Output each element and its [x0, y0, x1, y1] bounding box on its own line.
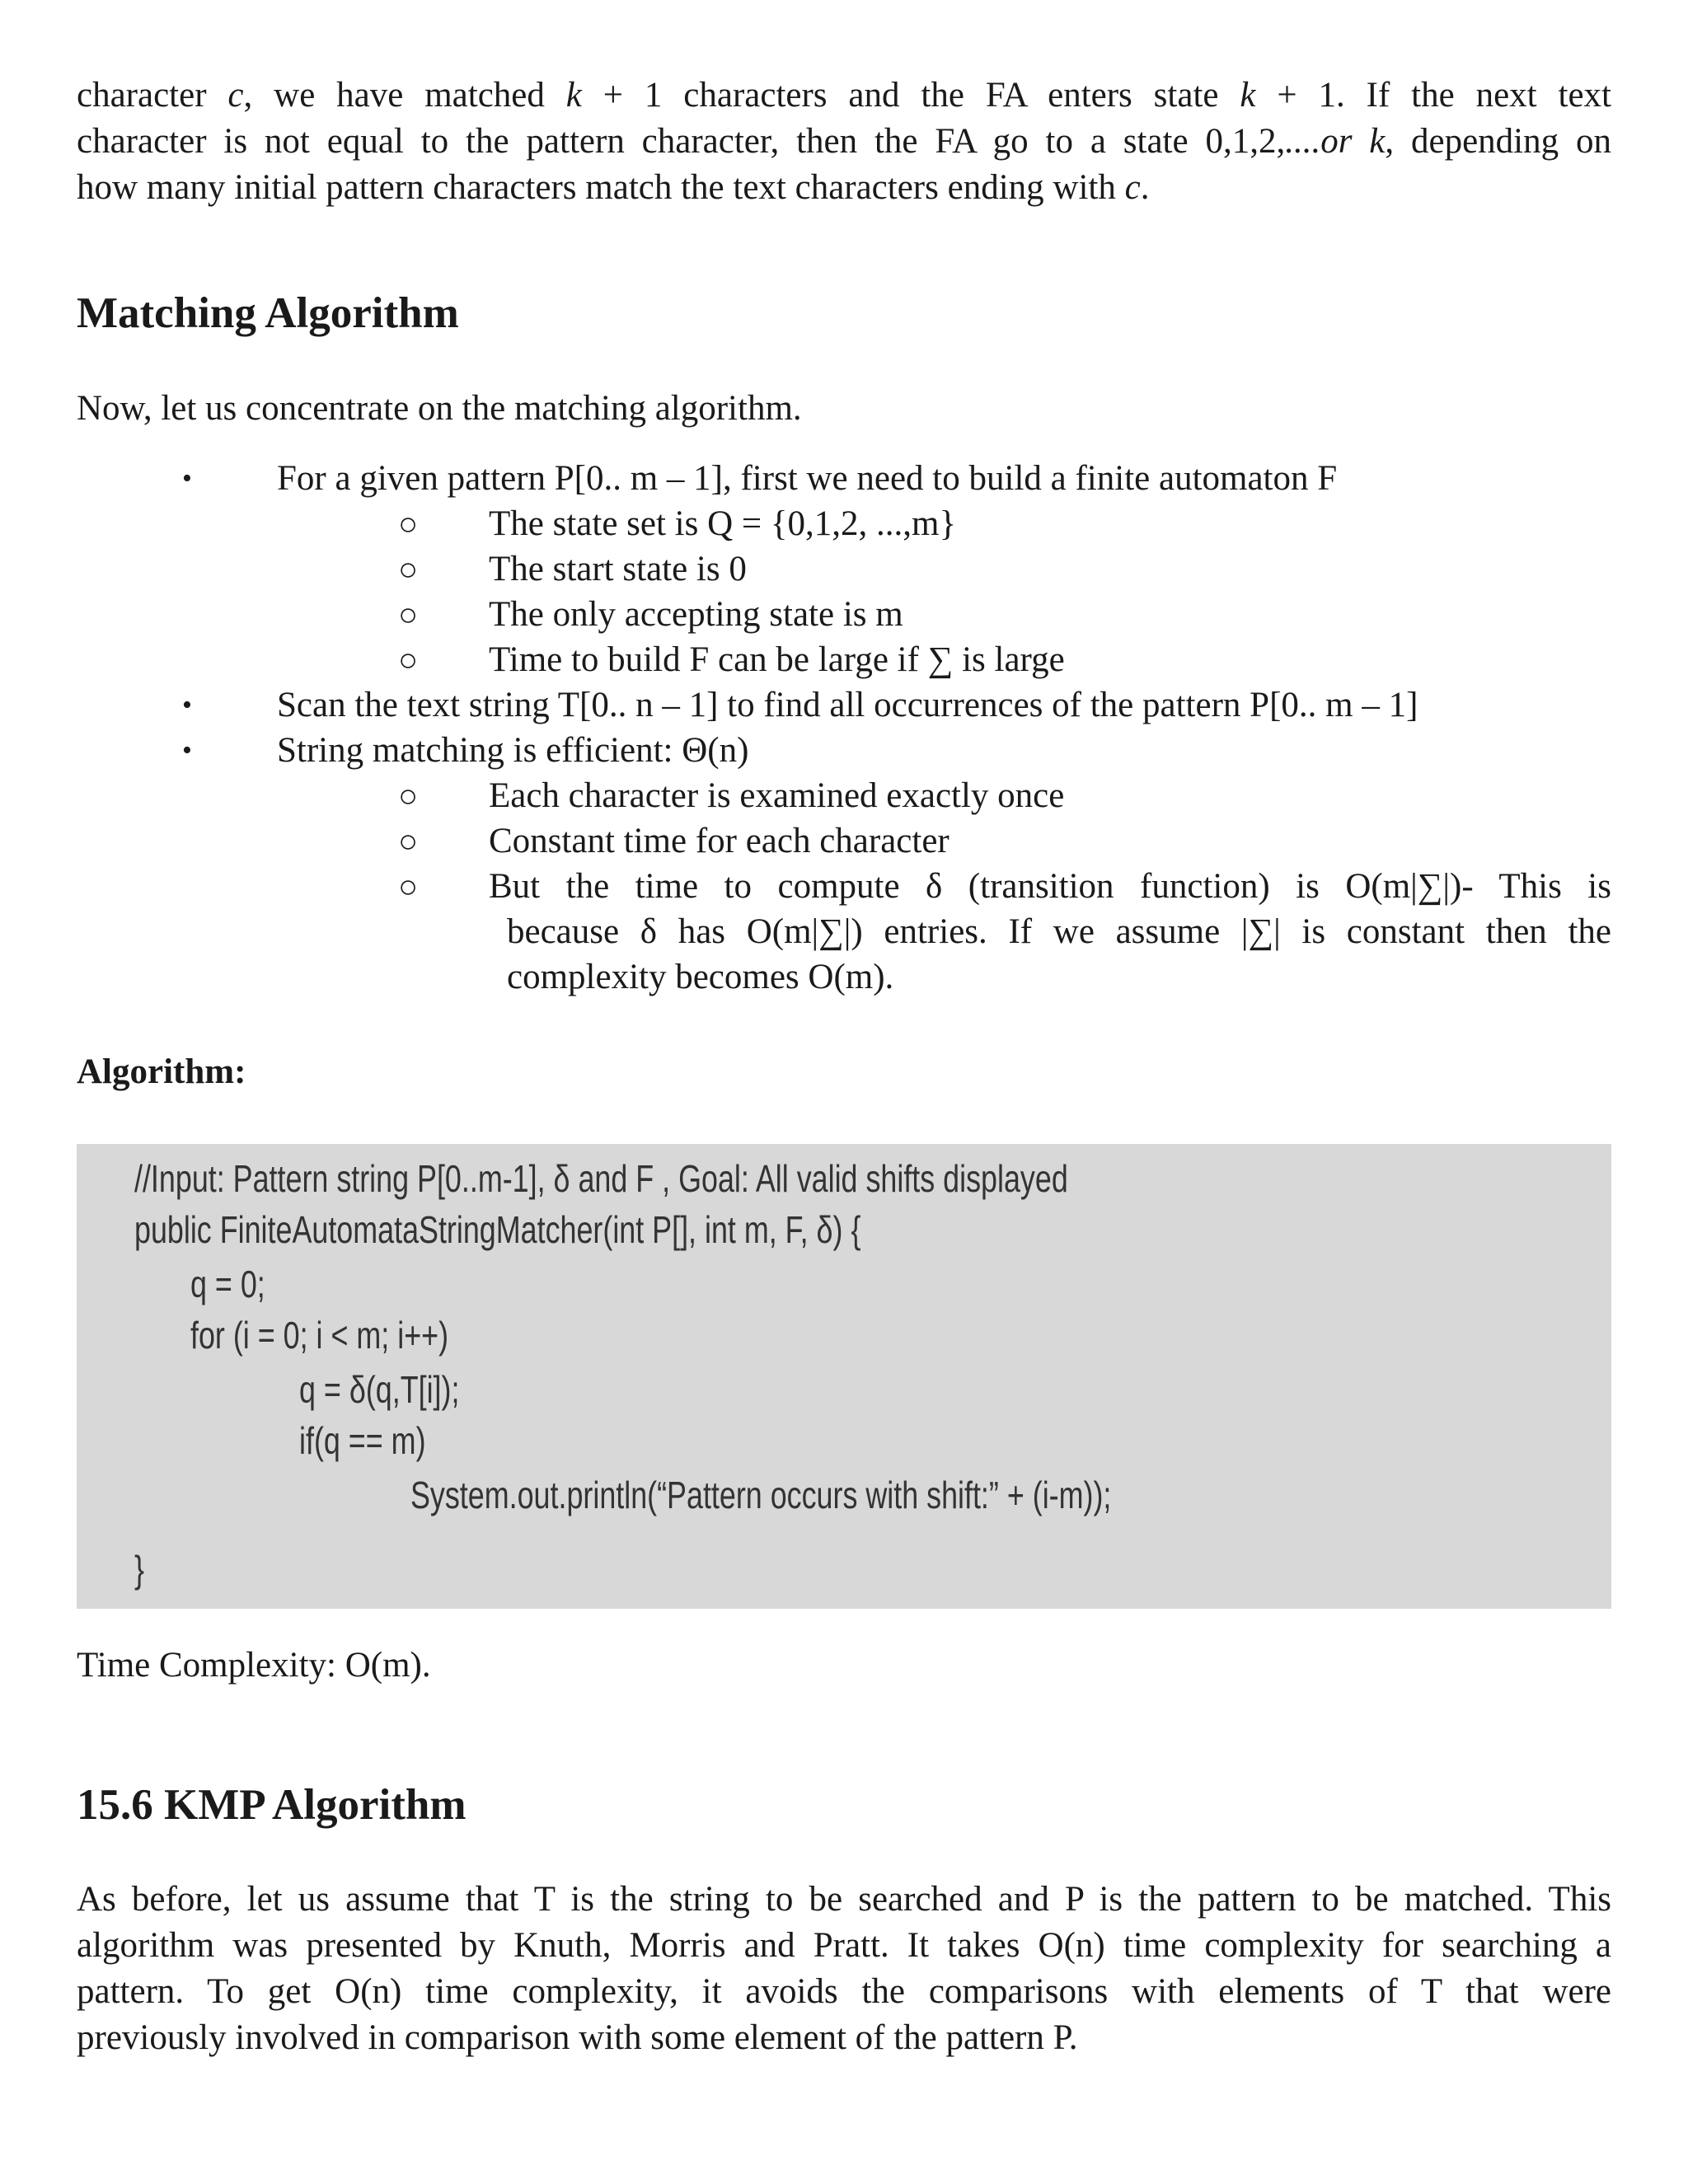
text-span: + 1. If the next text	[1255, 76, 1611, 115]
list-item	[77, 682, 1611, 728]
code-line: public FiniteAutomataStringMatcher(int P[], int m, F, δ) {	[134, 1208, 861, 1251]
code-line: if(q == m)	[299, 1419, 426, 1462]
list-item-text: complexity becomes O(m).	[507, 958, 894, 996]
kmp-line: pattern. To get O(n) time complexity, it avoids the comparisons with elements of T that were	[77, 1972, 1611, 2011]
code-line: q = 0;	[190, 1263, 265, 1305]
list-item	[77, 818, 1611, 864]
matching-lead-wrap	[77, 386, 1611, 432]
list-item-text: The start state is 0	[489, 550, 747, 588]
list-item-text: String matching is efficient: Θ(n)	[277, 731, 749, 770]
kmp-heading: 15.6 KMP Algorithm	[77, 1781, 467, 1829]
circle-bullet-icon: ○	[398, 596, 419, 633]
circle-bullet-icon: ○	[398, 823, 419, 860]
algorithm-label: Algorithm:	[77, 1052, 246, 1091]
list-item	[77, 728, 1611, 773]
intro-line-3	[77, 165, 1611, 211]
text-span: , we have matched	[243, 76, 566, 115]
list-item	[77, 773, 1611, 818]
kmp-line: As before, let us assume that T is the string to be searched and P is the pattern to be matched. This	[77, 1880, 1611, 1919]
text-span: k	[565, 76, 582, 115]
list-item-text: The only accepting state is m	[489, 595, 903, 634]
bullet-icon: •	[182, 690, 192, 720]
matching-heading: Matching Algorithm	[77, 289, 459, 337]
bullet-icon: •	[182, 463, 192, 494]
circle-bullet-icon: ○	[398, 868, 419, 905]
list-item	[77, 546, 1611, 592]
matching-bullet-list	[77, 456, 1611, 1000]
text-span: c	[1124, 168, 1141, 207]
bullet-icon: •	[182, 735, 192, 766]
circle-bullet-icon: ○	[398, 551, 419, 588]
matching-section	[77, 288, 1611, 338]
code-block	[77, 1144, 1611, 1609]
circle-bullet-icon: ○	[398, 777, 419, 814]
list-item-text: Scan the text string T[0.. n – 1] to find all occurrences of the pattern P[0.. m – 1]	[277, 686, 1418, 724]
code-line: }	[134, 1548, 144, 1591]
kmp-line: previously involved in comparison with some element of the pattern P.	[77, 2018, 1078, 2057]
list-item-text: For a given pattern P[0.. m – 1], first we need to build a finite automaton F	[277, 459, 1338, 498]
text-span: ....or k	[1285, 122, 1386, 161]
code-line: System.out.println(“Pattern occurs with shift:” + (i-m));	[410, 1474, 1112, 1516]
kmp-section	[77, 1780, 1611, 1830]
time-complexity: Time Complexity: O(m).	[77, 1646, 431, 1685]
kmp-line: algorithm was presented by Knuth, Morris and Pratt. It takes O(n) time complexity for searching a	[77, 1926, 1611, 1965]
text-span: how many initial pattern characters match the text characters ending with	[77, 168, 1125, 207]
intro-line-2	[77, 119, 1611, 165]
list-item	[77, 592, 1611, 637]
text-span: .	[1140, 168, 1150, 207]
list-item-text: Constant time for each character	[489, 822, 950, 860]
circle-bullet-icon: ○	[398, 505, 419, 542]
code-line: q = δ(q,T[i]);	[299, 1368, 460, 1411]
kmp-paragraph	[77, 1877, 1611, 2061]
list-item-continuation	[77, 954, 1611, 1000]
intro-line-1	[77, 73, 1611, 119]
list-item	[77, 456, 1611, 501]
text-span: character	[77, 76, 228, 115]
list-item	[77, 864, 1611, 909]
complexity-wrap	[77, 1643, 1611, 1689]
list-item	[77, 501, 1611, 546]
text-span: , depending on	[1385, 122, 1611, 161]
list-item-text: But the time to compute δ (transition function) is O(m|∑|)- This is	[489, 867, 1611, 906]
list-item-text: Time to build F can be large if ∑ is large	[489, 640, 1065, 679]
text-span: c	[227, 76, 244, 115]
list-item-text: Each character is examined exactly once	[489, 776, 1065, 815]
algorithm-label-wrap	[77, 1052, 1611, 1092]
list-item-text: because δ has O(m|∑|) entries. If we assume |∑| is constant then the	[507, 912, 1611, 951]
matching-lead: Now, let us concentrate on the matching algorithm.	[77, 389, 802, 428]
list-item	[77, 637, 1611, 682]
circle-bullet-icon: ○	[398, 641, 419, 678]
text-span: k	[1240, 76, 1256, 115]
text-span: + 1 characters and the FA enters state	[581, 76, 1240, 115]
text-span: character is not equal to the pattern character, then the FA go to a state 0,1,2,	[77, 122, 1286, 161]
list-item-continuation	[77, 909, 1611, 954]
code-line: for (i = 0; i < m; i++)	[190, 1314, 449, 1357]
intro-paragraph	[77, 73, 1611, 211]
list-item-text: The state set is Q = {0,1,2, ...,m}	[489, 504, 957, 543]
code-line: //Input: Pattern string P[0..m-1], δ and F , Goal: All valid shifts displayed	[134, 1157, 1068, 1200]
